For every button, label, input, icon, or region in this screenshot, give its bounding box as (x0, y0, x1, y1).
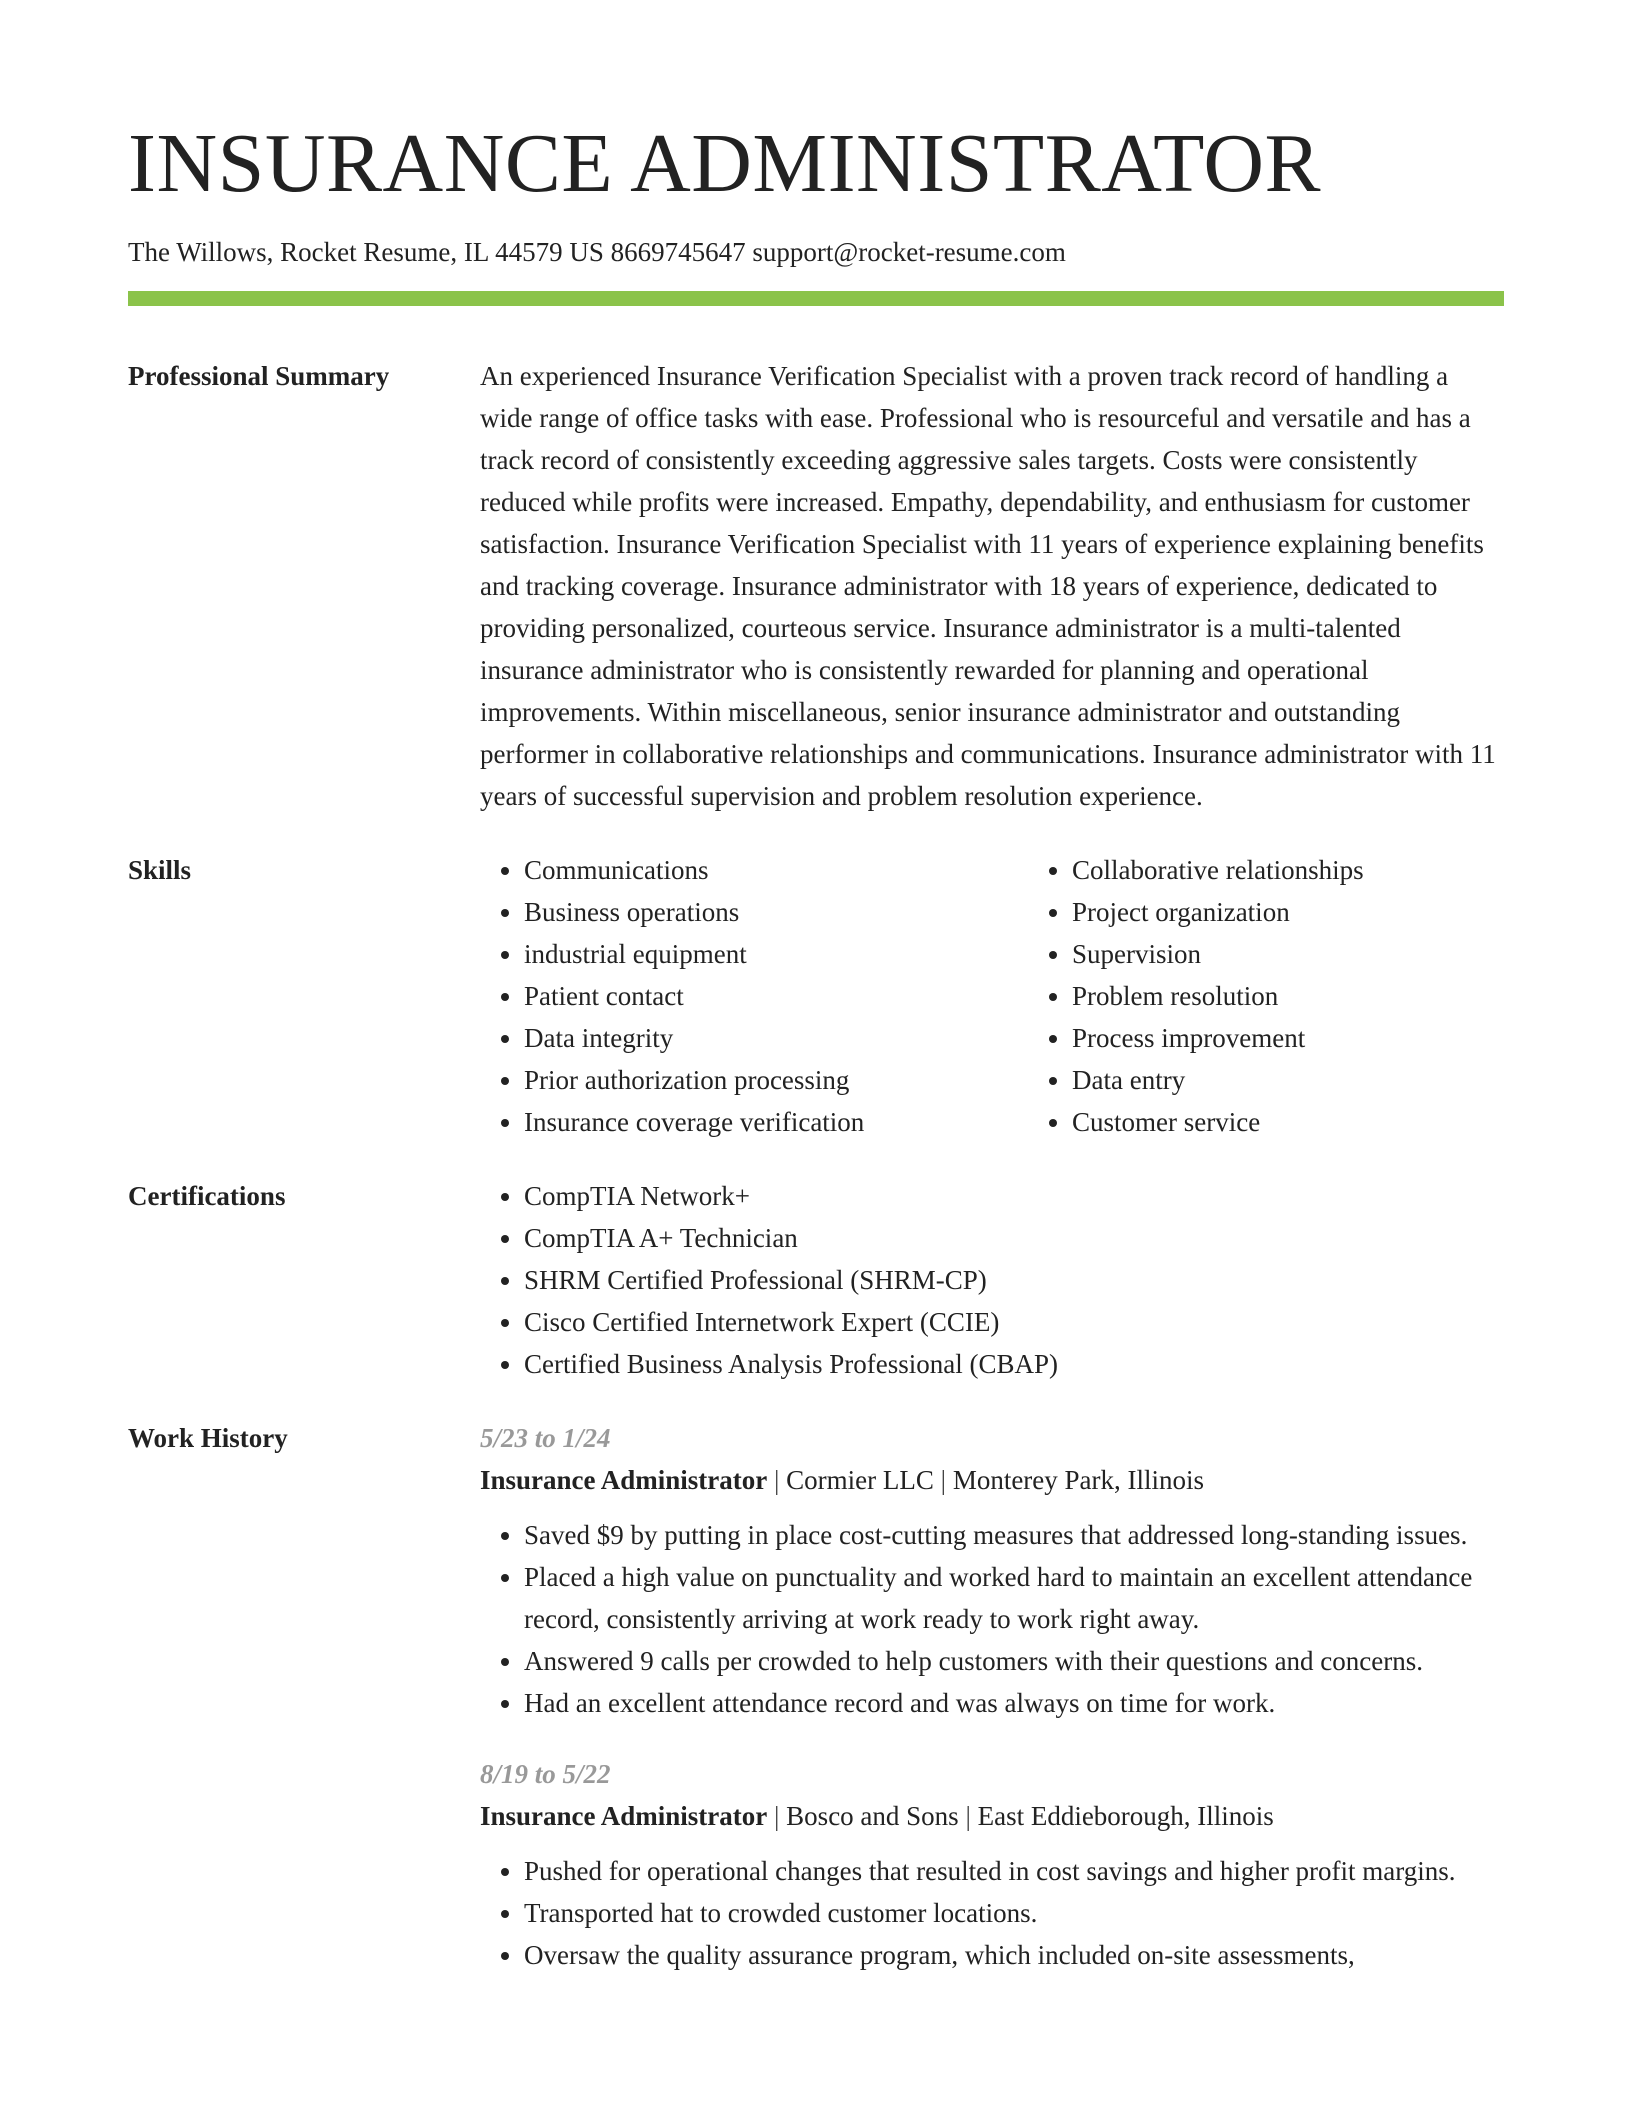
job-dates: 8/19 to 5/22 (480, 1758, 611, 1789)
skill-item: • Collaborative relationships (1072, 849, 1576, 891)
certifications-list (480, 1175, 1504, 1385)
skills-heading: Skills (128, 854, 192, 885)
work-history-section (128, 1417, 1504, 1976)
work-history-heading: Work History (128, 1422, 288, 1453)
job-header (480, 1795, 1504, 1837)
skill-item: • Process improvement (1072, 1017, 1576, 1059)
job-bullet: • Had an excellent attendance record and was always on time for work. (524, 1682, 1504, 1724)
summary-section (128, 355, 1504, 817)
job-dates: 5/23 to 1/24 (480, 1422, 611, 1453)
job-bullet: • Transported hat to crowded customer locations. (524, 1892, 1504, 1934)
contact-email[interactable]: support@rocket-resume.com (752, 237, 1066, 268)
skill-item: • Data integrity (524, 1017, 1028, 1059)
skills-list-right (1028, 849, 1576, 1143)
certification-item: • CompTIA A+ Technician (524, 1217, 1504, 1259)
skill-item: • Project organization (1072, 891, 1576, 933)
resume-page (128, 118, 1504, 1976)
contact-phone: 8669745647 (610, 237, 746, 268)
skill-item: • Data entry (1072, 1059, 1576, 1101)
separator: | (774, 1464, 787, 1495)
skill-item: • Communications (524, 849, 1028, 891)
skills-list-left (480, 849, 1028, 1143)
job-company: Bosco and Sons (786, 1800, 959, 1831)
skill-item: • Customer service (1072, 1101, 1576, 1143)
job-role: Insurance Administrator (480, 1464, 768, 1495)
certification-item: • Cisco Certified Internetwork Expert (CCIE) (524, 1301, 1504, 1343)
skill-item: • Prior authorization processing (524, 1059, 1028, 1101)
certification-item: • Certified Business Analysis Professional (CBAP) (524, 1343, 1504, 1385)
certifications-heading: Certifications (128, 1180, 286, 1211)
contact-line (128, 236, 1504, 268)
job-bullet: • Answered 9 calls per crowded to help customers with their questions and concerns. (524, 1640, 1504, 1682)
separator: | (965, 1800, 978, 1831)
skill-item: • Supervision (1072, 933, 1576, 975)
summary-heading: Professional Summary (128, 360, 390, 391)
skill-item: • Business operations (524, 891, 1028, 933)
resume-name-title: INSURANCE ADMINISTRATOR (128, 117, 1322, 210)
job-bullet: • Pushed for operational changes that resulted in cost savings and higher profit margins. (524, 1850, 1504, 1892)
job-bullet: • Placed a high value on punctuality and worked hard to maintain an excellent attendance record, consistently arriving at work ready to work right away. (524, 1556, 1504, 1640)
job-bullets (480, 1850, 1504, 1976)
job-entry (480, 1753, 1504, 1976)
header-divider (128, 291, 1504, 306)
certifications-section (128, 1175, 1504, 1385)
skill-item: • industrial equipment (524, 933, 1028, 975)
job-bullet: • Saved $9 by putting in place cost-cutting measures that addressed long-standing issues. (524, 1514, 1504, 1556)
certification-item: • SHRM Certified Professional (SHRM-CP) (524, 1259, 1504, 1301)
separator: | (940, 1464, 953, 1495)
summary-text: An experienced Insurance Verification Specialist with a proven track record of handling a wide range of office tasks with ease. Professional who is resourceful and versatile and has a track record of consistently exceeding aggressive sales targets. Costs were consistently reduced while profits were increased. Empathy, dependability, and enthusiasm for customer satisfaction. Insurance Verification Specialist with 11 years of experience explaining benefits and tracking coverage. Insurance administrator with 18 years of experience, dedicated to providing personalized, courteous service. Insurance administrator is a multi-talented insurance administrator who is consistently rewarded for planning and operational improvements. Within miscellaneous, senior insurance administrator and outstanding performer in collaborative relationships and communications. Insurance administrator with 11 years of successful supervision and problem resolution experience. (480, 360, 1496, 811)
separator: | (774, 1800, 787, 1831)
job-company: Cormier LLC (786, 1464, 934, 1495)
job-role: Insurance Administrator (480, 1800, 768, 1831)
job-bullet: • Oversaw the quality assurance program, which included on-site assessments, (524, 1934, 1504, 1976)
job-location: East Eddieborough, Illinois (977, 1800, 1274, 1831)
skill-item: • Problem resolution (1072, 975, 1576, 1017)
job-header (480, 1459, 1504, 1501)
contact-address: The Willows, Rocket Resume, IL 44579 US (128, 237, 604, 268)
certification-item: • CompTIA Network+ (524, 1175, 1504, 1217)
skills-section (128, 849, 1504, 1143)
job-entry (480, 1417, 1504, 1724)
job-location: Monterey Park, Illinois (952, 1464, 1205, 1495)
skill-item: • Patient contact (524, 975, 1028, 1017)
job-bullets (480, 1514, 1504, 1724)
skill-item: • Insurance coverage verification (524, 1101, 1028, 1143)
